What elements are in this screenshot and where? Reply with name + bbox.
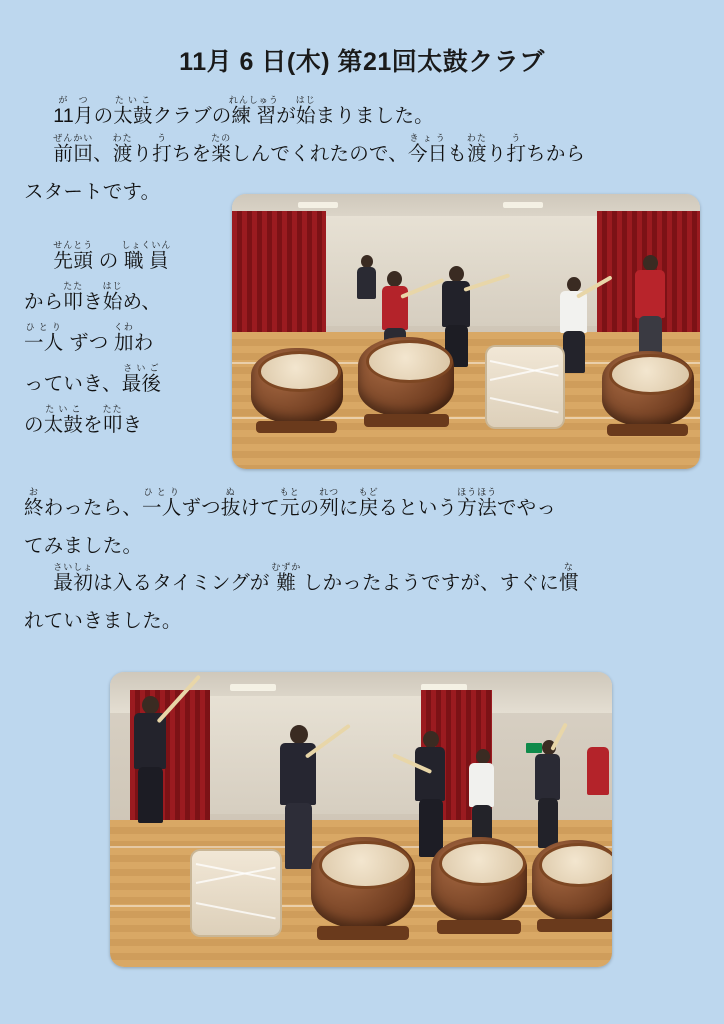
rt-wata2: わた xyxy=(466,133,487,144)
drum-skin xyxy=(609,354,692,395)
paragraph-4: 最初さいしょは入るタイミングが 難むずか しかったようですが、すぐに慣な れていきました。 xyxy=(24,562,579,633)
ruby-modo: 戻もど xyxy=(358,487,379,519)
taiko-drum-large-1 xyxy=(251,348,343,424)
ruby-kuwa: 加くわ xyxy=(113,321,134,354)
rt-u2: う xyxy=(506,133,527,144)
drum-stand xyxy=(437,920,521,934)
drum-stand xyxy=(607,424,688,436)
person-legs xyxy=(563,331,585,373)
ruby-u: 打う xyxy=(152,133,172,166)
drum-skin xyxy=(319,841,412,889)
ruby-o: 終お xyxy=(24,487,44,519)
ruby-shokuin: 職員しょくいん xyxy=(121,240,172,272)
rt-moto: もと xyxy=(279,487,300,497)
rt-saisho: さいしょ xyxy=(53,562,94,572)
person-head xyxy=(476,749,490,764)
drum-stand xyxy=(537,919,612,932)
ruby-houhou: 方法ほうほう xyxy=(457,487,498,519)
person-legs xyxy=(285,803,312,869)
ruby-sentou: 先頭せんとう xyxy=(53,240,94,272)
ruby-muzuka: 難むずか xyxy=(271,562,302,594)
ruby-tata2: 叩たた xyxy=(102,403,123,436)
rt-tano: たの xyxy=(211,133,232,144)
rt-hitori: ひとり xyxy=(24,321,64,332)
drum-skin xyxy=(539,843,612,887)
rt-haji2: はじ xyxy=(102,280,123,291)
person-head xyxy=(142,696,159,714)
person-head xyxy=(643,255,658,271)
person-torso xyxy=(635,270,665,318)
photo-taiko-club-2 xyxy=(110,672,612,967)
photo-2-scene xyxy=(110,672,612,967)
rt-saigo: さいご xyxy=(121,362,162,373)
ruby-taiko: 太鼓たいこ xyxy=(113,95,153,127)
drum-stand xyxy=(364,414,448,427)
rt-o: お xyxy=(24,487,44,497)
ruby-hitori: 一人ひとり xyxy=(24,321,64,354)
taiko-drum-large-2 xyxy=(358,337,454,417)
ruby-nu: 抜ぬ xyxy=(220,487,241,519)
shime-daiko-roped xyxy=(485,345,565,429)
drum-skin xyxy=(366,340,453,383)
ruby-tano: 楽たの xyxy=(211,133,232,166)
ruby-renshuu: 練習れんしゅう xyxy=(228,95,279,127)
person-torso xyxy=(469,763,494,807)
ruby-kyou: 今日きょう xyxy=(407,133,448,166)
ceiling-lamp-icon xyxy=(230,684,276,691)
person-torso xyxy=(357,267,376,299)
ruby-saigo: 最後さいご xyxy=(121,362,162,395)
rt-modo: もど xyxy=(358,487,379,497)
rt-tata2: たた xyxy=(102,403,123,414)
taiko-drum-large-3 xyxy=(602,351,694,427)
paragraph-1: 11月がつの太鼓たいこクラブの練習れんしゅうが始はじまりました。 前回ぜんかい、渡わたり打うちを楽たのしんでくれたので、今日きょうも渡わたり打うちから スタートです。 xyxy=(24,95,586,204)
photo-taiko-club-1 xyxy=(232,194,700,469)
rt-u: う xyxy=(152,133,172,144)
ruby-na: 慣な xyxy=(558,562,579,594)
person-torso xyxy=(560,291,587,333)
ruby-zenkai: 前回ぜんかい xyxy=(53,133,94,166)
rt-taiko2: たいこ xyxy=(43,403,84,414)
person-head xyxy=(387,271,402,287)
ruby-taiko2: 太鼓たいこ xyxy=(43,403,84,436)
rt-tata: たた xyxy=(63,280,84,291)
paragraph-3: 終おわったら、一人ひとりずつ抜ぬけて元もとの列れつに戻もどるという方法ほうほうでやっ てみました。 xyxy=(24,487,557,558)
drum-stand xyxy=(317,926,409,941)
rt-wata: わた xyxy=(112,133,133,144)
ceiling-lamp-icon xyxy=(298,202,338,208)
person-head xyxy=(567,277,581,292)
rt-hitori2: ひとり xyxy=(142,487,182,497)
ruby-gatsu: 11月がつ xyxy=(53,95,94,127)
rt-kuwa: くわ xyxy=(113,321,134,332)
rt-shokuin: しょくいん xyxy=(121,240,172,250)
drum-skin xyxy=(190,849,282,937)
person-torso xyxy=(587,747,609,795)
ruby-hitori2: 一人ひとり xyxy=(142,487,182,519)
rt-houhou: ほうほう xyxy=(457,487,498,497)
rt-zenkai: ぜんかい xyxy=(53,133,94,144)
ceiling-lamp-icon xyxy=(503,202,543,208)
ruby-moto: 元もと xyxy=(279,487,300,519)
drum-skin xyxy=(485,345,565,429)
person-head xyxy=(449,266,464,282)
rt-muzuka: むずか xyxy=(271,562,302,572)
person-observer-red xyxy=(630,255,674,365)
taiko-drum-large-6 xyxy=(532,840,612,922)
taiko-drum-large-5 xyxy=(431,837,527,923)
photo-1-scene xyxy=(232,194,700,469)
ruby-tata: 叩たた xyxy=(63,280,84,313)
drum-stand xyxy=(256,421,337,433)
person-torso xyxy=(535,754,560,800)
ruby-haji: 始はじ xyxy=(295,95,316,127)
person-observer-red-2 xyxy=(587,737,612,837)
person-background-right xyxy=(532,740,566,850)
ruby-wata2: 渡わた xyxy=(466,133,487,166)
taiko-drum-large-4 xyxy=(311,837,415,929)
person-head xyxy=(423,731,439,748)
rt-retsu: れつ xyxy=(319,487,340,497)
ruby-wata: 渡わた xyxy=(112,133,133,166)
ruby-saisho: 最初さいしょ xyxy=(53,562,94,594)
shime-daiko-roped-2 xyxy=(190,849,282,937)
person-head xyxy=(361,255,373,268)
rt-gatsu: がつ xyxy=(53,95,94,105)
rt-nu: ぬ xyxy=(220,487,241,497)
drum-skin xyxy=(439,841,526,887)
person-head xyxy=(290,725,308,744)
rt-kyou: きょう xyxy=(407,133,448,144)
stage-curtain-left xyxy=(232,211,326,338)
paragraph-2: 先頭せんとう の 職員しょくいん から叩たたき始はじめ、 一人ひとり ずつ 加くわわ っていき、最後さいご の太鼓たいこを叩たたき xyxy=(24,240,172,436)
ruby-retsu: 列れつ xyxy=(319,487,340,519)
rt-renshuu: れんしゅう xyxy=(228,95,279,105)
rt-taiko: たいこ xyxy=(113,95,153,105)
person-legs xyxy=(138,767,163,823)
rt-haji: はじ xyxy=(295,95,316,105)
rt-na: な xyxy=(558,562,579,572)
ruby-haji2: 始はじ xyxy=(102,280,123,313)
page-title: 11月 6 日(木) 第21回太鼓クラブ xyxy=(179,48,545,76)
person-background-1 xyxy=(354,255,380,325)
ruby-u2: 打う xyxy=(506,133,527,166)
drum-skin xyxy=(258,351,341,392)
rt-sentou: せんとう xyxy=(53,240,94,250)
person-torso xyxy=(415,747,445,801)
person-foreground-left xyxy=(130,696,174,826)
